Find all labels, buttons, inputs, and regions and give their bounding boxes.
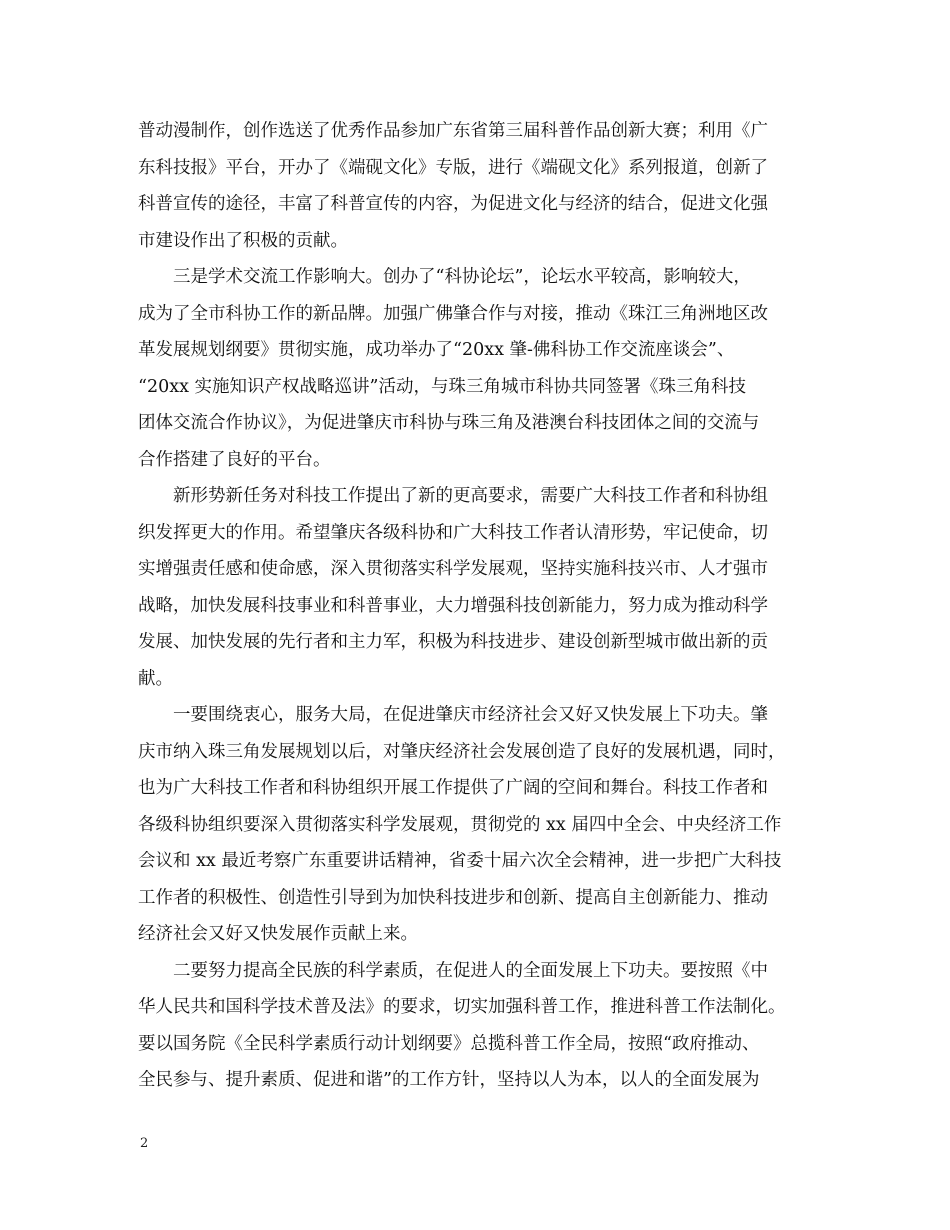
text-line: 科普宣传的途径，丰富了科普宣传的内容，为促进文化与经济的结合，促进文化强 — [138, 194, 768, 214]
text-line: 织发挥更大的作用。希望肇庆各级科协和广大科技工作者认清形势，牢记使命，切 — [138, 522, 768, 543]
text-line: 会议和 xx 最近考察广东重要讲话精神，省委十届六次全会精神，进一步把广大科技 — [138, 851, 782, 871]
text-line: 发展、加快发展的先行者和主力军，积极为科技进步、建设创新型城市做出新的贡 — [138, 632, 768, 652]
paragraph — [138, 697, 828, 953]
text-line: 三是学术交流工作影响大。创办了“科协论坛”，论坛水平较高，影响较大， — [138, 267, 751, 287]
text-line: 普动漫制作，创作选送了优秀作品参加广东省第三届科普作品创新大赛；利用《广 — [138, 121, 768, 141]
text-line: 各级科协组织要深入贯彻落实科学发展观，贯彻党的 xx 届四中全会、中央经济工作 — [138, 814, 782, 835]
text-line: 新形势新任务对科技工作提出了新的更高要求，需要广大科技工作者和科协组 — [138, 486, 768, 506]
text-line: 华人民共和国科学技术普及法》的要求，切实加强科普工作，推进科普工作法制化。 — [138, 997, 786, 1017]
text-line: 实增强责任感和使命感，深入贯彻落实科学发展观，坚持实施科技兴市、人才强市 — [138, 559, 768, 579]
text-line: 经济社会又好又快发展作贡献上来。 — [138, 924, 418, 944]
paragraph — [138, 478, 828, 697]
text-line: 庆市纳入珠三角发展规划以后，对肇庆经济社会发展创造了良好的发展机遇，同时， — [138, 741, 786, 762]
text-line: 团体交流合作协议》，为促进肇庆市科协与珠三角及港澳台科技团体之间的交流与 — [138, 413, 760, 433]
text-line: 全民参与、提升素质、促进和谐”的工作方针，坚持以人为本，以人的全面发展为 — [138, 1070, 760, 1090]
paragraph — [138, 953, 828, 1099]
text-line: 合作搭建了良好的平台。 — [138, 449, 331, 470]
paragraph — [138, 259, 828, 478]
paragraph — [138, 113, 828, 259]
body-text — [138, 113, 828, 1099]
text-line: 工作者的积极性、创造性引导到为加快科技进步和创新、提高自主创新能力、推动 — [138, 887, 768, 908]
text-line: 要以国务院《全民科学素质行动计划纲要》总揽科普工作全局，按照“政府推动、 — [138, 1033, 760, 1054]
text-line: 二要努力提高全民族的科学素质，在促进人的全面发展上下功夫。要按照《中 — [138, 960, 768, 981]
text-line: 也为广大科技工作者和科协组织开展工作提供了广阔的空间和舞台。科技工作者和 — [138, 778, 768, 798]
text-line: “20xx 实施知识产权战略巡讲”活动，与珠三角城市科协共同签署《珠三角科技 — [138, 376, 746, 397]
text-line: 一要围绕衷心，服务大局，在促进肇庆市经济社会又好又快发展上下功夫。肇 — [138, 705, 768, 725]
text-line: 成为了全市科协工作的新品牌。加强广佛肇合作与对接，推动《珠江三角洲地区改 — [138, 303, 768, 324]
text-line: 革发展规划纲要》贯彻实施，成功举办了“20xx 肇-佛科协工作交流座谈会”、 — [138, 340, 735, 360]
page-number: 2 — [140, 1136, 149, 1151]
text-line: 战略，加快发展科技事业和科普事业，大力增强科技创新能力，努力成为推动科学 — [138, 595, 768, 616]
text-line: 东科技报》平台，开办了《端砚文化》专版，进行《端砚文化》系列报道，创新了 — [138, 157, 768, 178]
text-line: 献。 — [138, 668, 173, 689]
text-line: 市建设作出了积极的贡献。 — [138, 230, 348, 251]
